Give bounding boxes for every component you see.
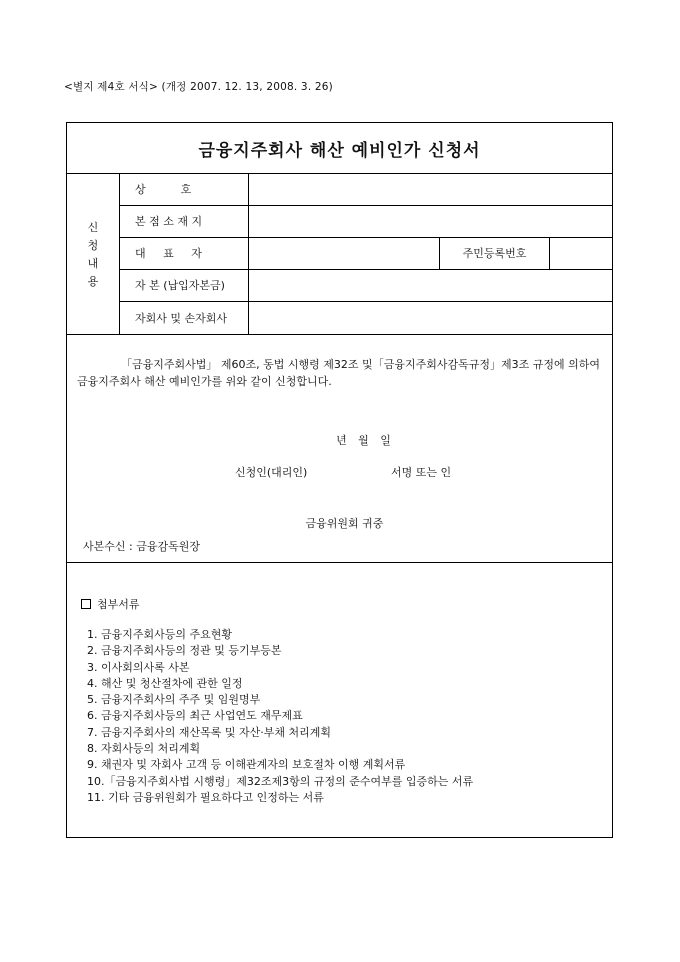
applicant-label: 신청인(대리인): [235, 466, 308, 479]
side-label-char: 청: [87, 239, 99, 252]
head-office-field[interactable]: [249, 205, 612, 237]
row-capital: [119, 269, 612, 302]
declaration-text: 「금융지주회사법」 제60조, 동법 시행령 제32조 및「금융지주회사감독규정」제3조 규정에 의하여 금융지주회사 해산 예비인가를 위와 같이 신청합니다.: [77, 358, 600, 388]
row-representative: [119, 237, 612, 270]
list-item: 4. 해산 및 청산절차에 관한 일정: [87, 676, 243, 690]
list-item: 3. 이사회의사록 사본: [87, 660, 190, 674]
application-details-section: [67, 173, 612, 335]
representative-label: 대 표 자: [135, 247, 202, 260]
application-form: [66, 122, 613, 838]
square-checkbox-icon: [81, 599, 91, 609]
subsidiaries-field[interactable]: [249, 301, 612, 334]
row-head-office: [119, 205, 612, 238]
declaration-section: [67, 334, 612, 563]
form-title: 금융지주회사 해산 예비인가 신청서: [67, 123, 612, 174]
list-item: 8. 자회사등의 처리계획: [87, 742, 201, 756]
head-office-label: 본 점 소 재 지: [135, 215, 203, 228]
trade-name-field[interactable]: [249, 173, 612, 205]
row-trade-name: [119, 173, 612, 206]
list-item: 5. 금융지주회사의 주주 및 임원명부: [87, 693, 261, 707]
capital-label: 자 본 (납입자본금): [135, 279, 225, 292]
attachments-title: 첨부서류: [97, 598, 140, 611]
row-subsidiaries: [119, 301, 612, 334]
rrn-field[interactable]: [548, 237, 612, 269]
subsidiaries-label: 자회사 및 손자회사: [135, 311, 228, 325]
rrn-label: 주민등록번호: [439, 237, 550, 269]
side-label-char: 용: [87, 275, 99, 288]
list-item: 9. 채권자 및 자회사 고객 등 이해관계자의 보호절차 이행 계획서류: [87, 758, 406, 772]
side-label-cell: [67, 173, 120, 334]
list-item: 1. 금융지주회사등의 주요현황: [87, 628, 232, 641]
trade-name-label: 상 호: [135, 183, 192, 196]
list-item: 7. 금융지주회사의 재산목록 및 자산·부채 처리계획: [87, 725, 331, 739]
signature-label: 서명 또는 인: [391, 466, 452, 479]
capital-field[interactable]: [249, 269, 612, 301]
list-item: 6. 금융지주회사등의 최근 사업연도 재무제표: [87, 709, 303, 723]
copy-recipient: 사본수신 : 금융감독원장: [83, 540, 200, 553]
attachments-list: [87, 627, 473, 806]
list-item: 10.「금융지주회사법 시행령」제32조제3항의 규정의 준수여부를 입증하는 서류: [87, 774, 474, 788]
attachments-heading: [81, 596, 140, 612]
addressee: 금융위원회 귀중: [305, 517, 384, 530]
representative-field[interactable]: [249, 237, 439, 269]
list-item: 11. 기타 금융위원회가 필요하다고 인정하는 서류: [87, 790, 324, 804]
side-label-char: 신: [87, 221, 99, 234]
form-number-note: <별지 제4호 서식> (개정 2007. 12. 13, 2008. 3. 26): [64, 81, 333, 93]
date-line: 년 월 일: [336, 434, 391, 447]
list-item: 2. 금융지주회사등의 정관 및 등기부등본: [87, 644, 282, 658]
side-label-char: 내: [87, 257, 99, 270]
